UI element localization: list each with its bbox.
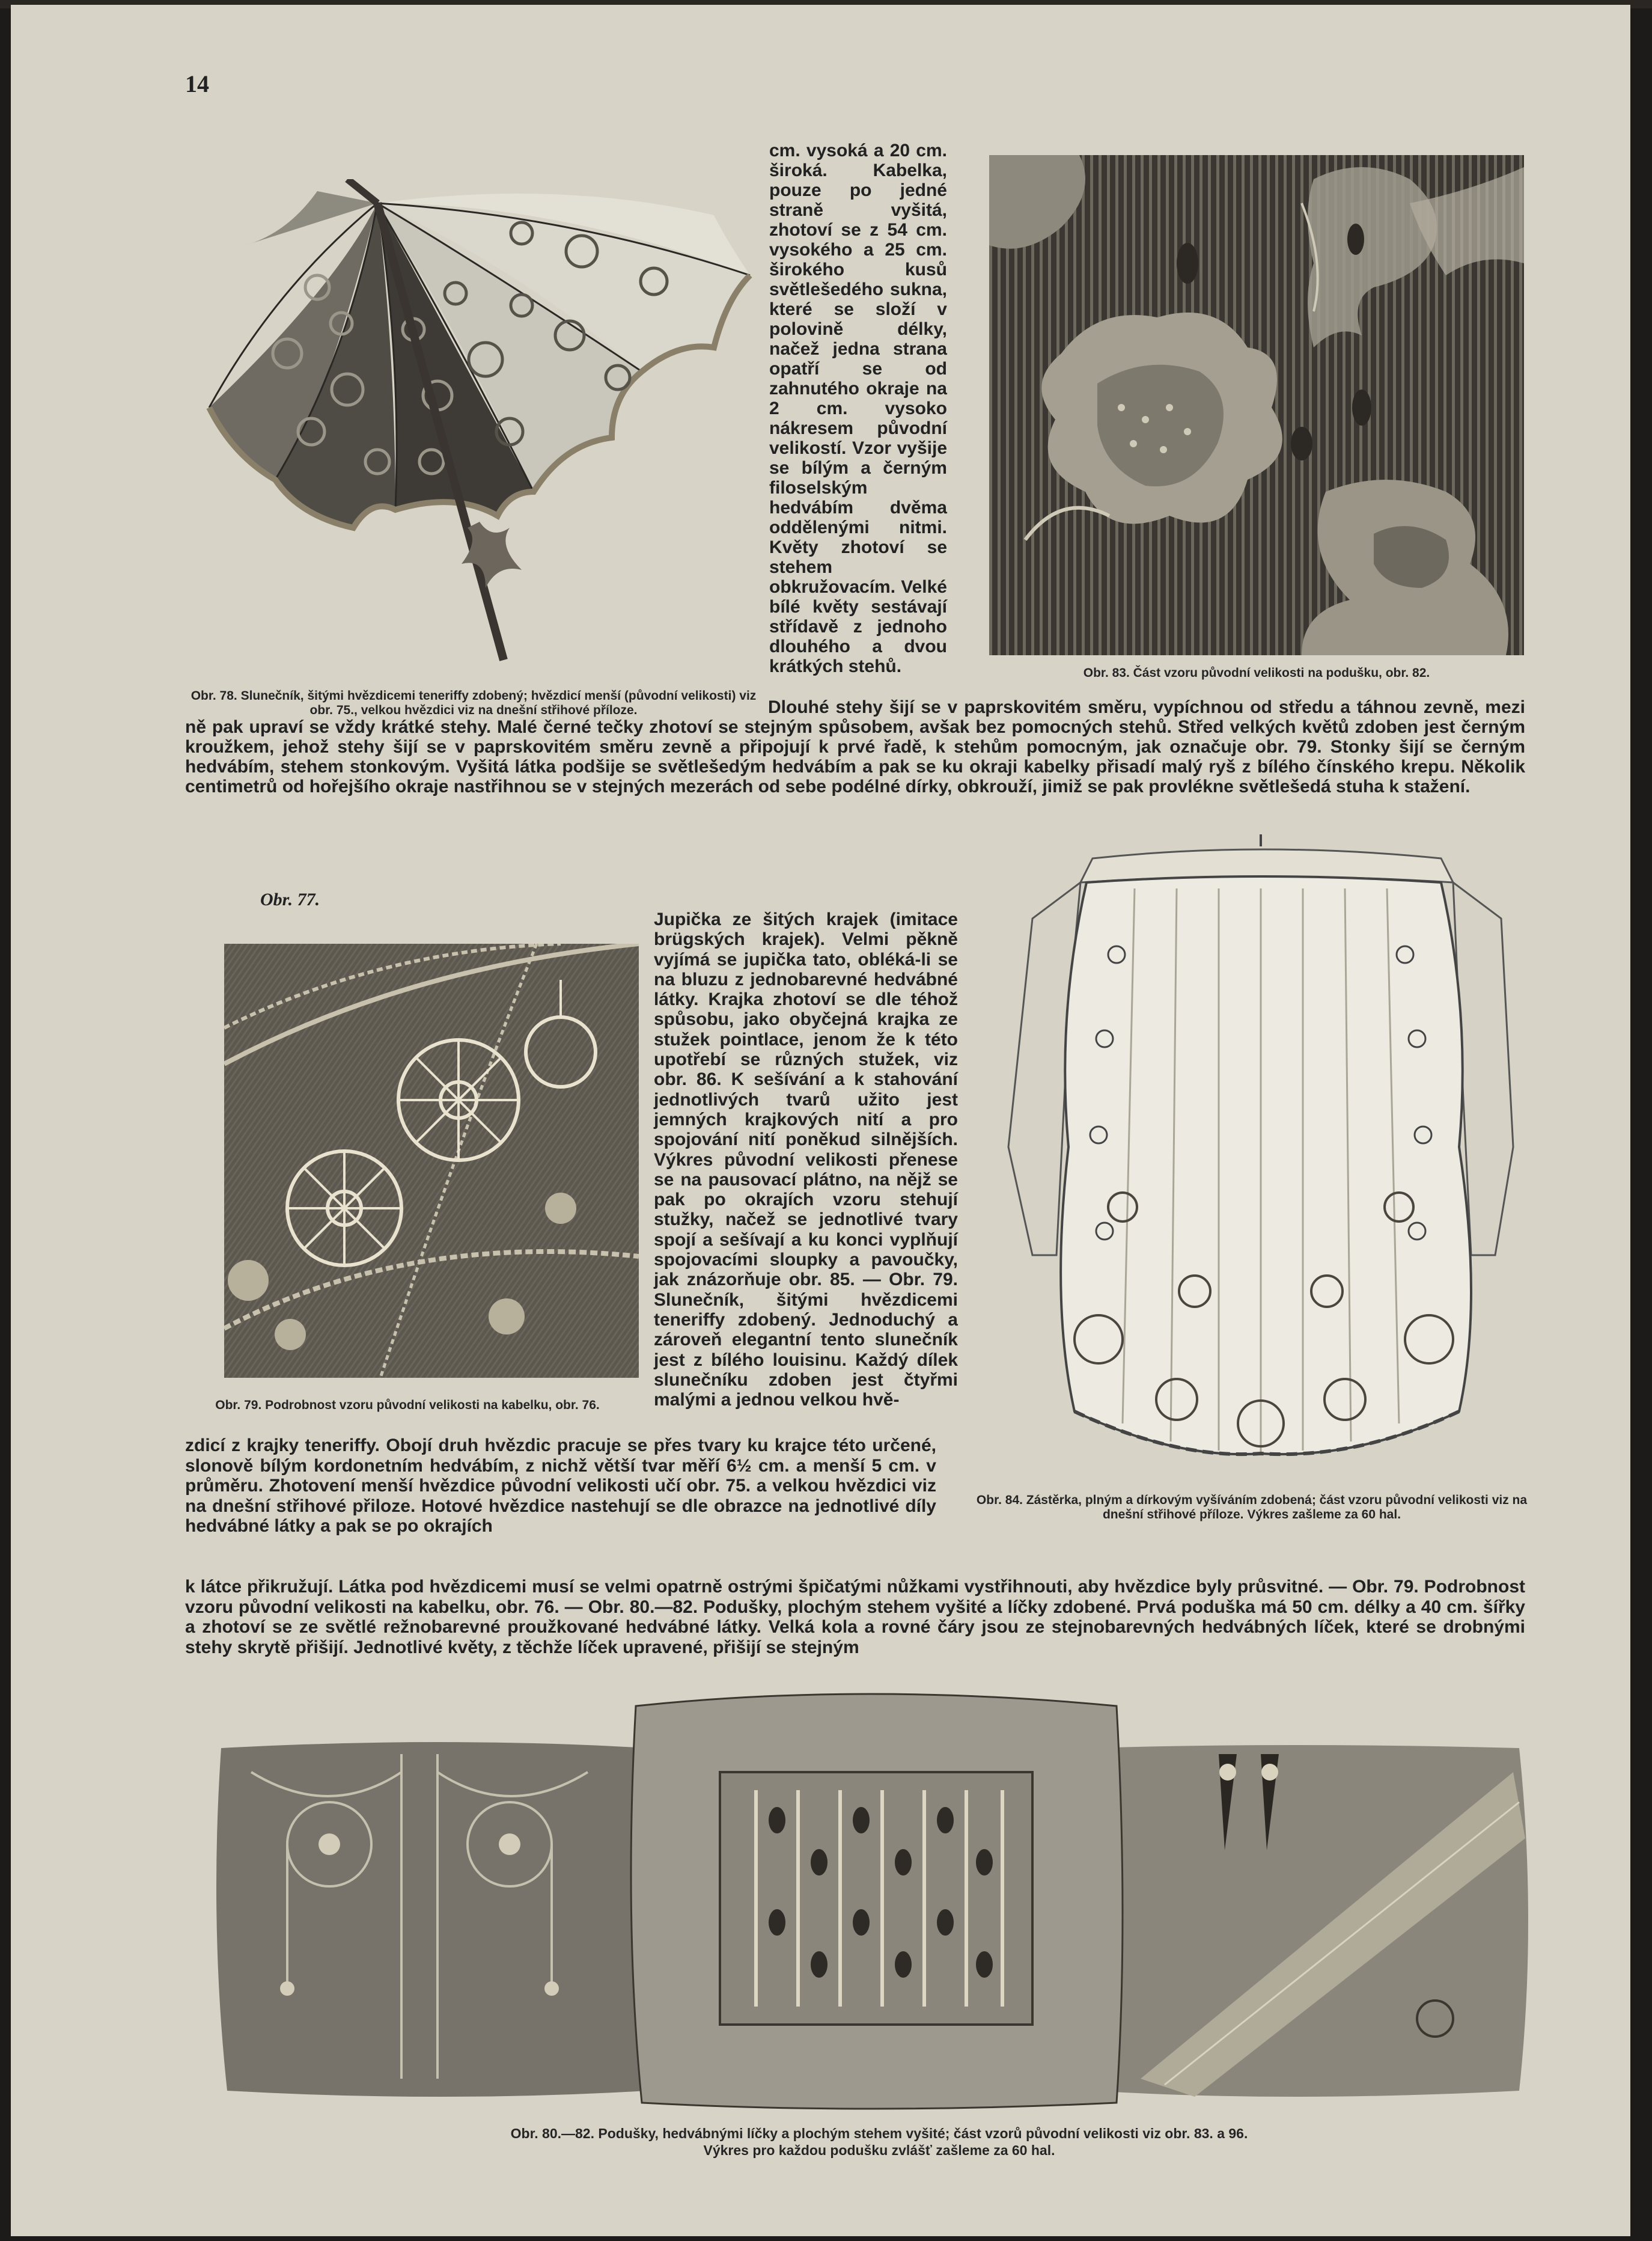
embroidery-figure xyxy=(989,155,1524,655)
caption-obr78: Obr. 78. Slunečník, šitými hvězdicemi teneriffy zdobený; hvězdicí menší (původní velikosti) viz obr. 75., velkou hvězdici viz na dnešní střihové příloze. xyxy=(190,689,757,717)
caption-obr80-82: Obr. 80.—82. Podušky, hedvábnými líčky a plochým stehem vyšité; část vzorů původní velikosti viz obr. 83. a 96. xyxy=(510,2126,1248,2141)
page-sheet xyxy=(11,5,1630,2236)
paragraph-stitch-instructions: Dlouhé stehy šijí se v paprskovitém směru, vypíchnou od středu a táhnou zevně, mezi ně pak upraví se vždy krátké stehy. Malé černé tečky zhotoví se stejným spůsobem, avšak bez pomocných stehů. Střed velkých květů zdoben jest černým kroužkem, jehož stehy šijí se v paprskovitém směru zevně a připojují k prvé řadě, k stehům pomocným, jak označuje obr. 79. Stonky šijí se černým hedvábím, stehem stonkovým. Vyšitá látka podšije se světlešedým hedvábím a pak se ku okraji kabelky přisadí malý ryš z bílého čínského krepu. Několik centimetrů od hořejšího okraje nastřihnou se v stejných mezerách od sebe podélné dírky, obkrouží, jimiž se pak provlékne světlešedá stuha k stažení. xyxy=(185,697,1525,796)
caption-obr84: Obr. 84. Zástěrka, plným a dírkovým vyšíváním zdobená; část vzoru původní velikosti viz na dnešní střihové příloze. Výkres zašleme za 60 hal. xyxy=(976,1493,1528,1521)
apron-illustration-icon xyxy=(996,834,1525,1472)
paragraph-stars: zdicí z krajky teneriffy. Obojí druh hvězdic pracuje se přes tvary ku krajce této určené, slonově bílým kordonetním hedvábím, z nichž větší tvar měří 6½ cm. a menší 5 cm. v průměru. Zhotovení menší hvězdice původní velikosti učí obr. 75. a velkou hvězdici viz na dnešní střihové přiloze. Hotové hvězdice nastehují se dle obrazce na jednotlivé díly hedvábné látky a pak se po okrajích xyxy=(185,1435,936,1536)
caption-obr80-82-price: Výkres pro každou podušku zvlášť zašleme za 60 hal. xyxy=(703,2142,1055,2158)
paragraph-obr77: Jupička ze šitých krajek (imitace brügských krajek). Velmi pěkně vyjímá se jupička tato, obléká-li se na bluzu z jednobarevné hedvábné látky. Krajka zhotoví se dle téhož spůsobu, jako obyčejná krajka ze stužek pointlace, jenom že k této upotřebí se různých stužek, viz obr. 86. K sešívání a k stahování jednotlivých tvarů užito jest jemných krajkových nití a pro spojování nití poněkud silnějších. Výkres původní velikosti přenese se na pausovací plátno, na nějž se pak po okrajích vzoru stehují stužky, načež se jednotlivé tvary spojí a sešívají a ku konci vyplňují spojovacími sloupky a pavoučky, jak znázorňuje obr. 85. — Obr. 79. Slunečník, šitými hvězdicemi teneriffy zdobený. Jednoduchý a zároveň elegantní tento slunečník jest z bílého louisinu. Každý dílek slunečníku zdoben jest čtyřmi malými a jednou velkou hvě- xyxy=(654,910,958,1410)
page-number: 14 xyxy=(185,70,209,97)
apron-figure xyxy=(996,834,1525,1472)
obr77-label: Obr. 77. xyxy=(260,890,320,910)
umbrella-column-text: cm. vysoká a 20 cm. široká. Kabelka, pouze po jedné straně vyšitá, zhotoví se z 54 cm. vysokého a 25 cm. širokého kusů světlešedého sukna, které se složí v polovině délky, načež jedna strana opatří se od zahnutého okraje na 2 cm. vysoko nákresem původní velikostí. Vzor vyšije se bílým a černým filoselským hedvábím dvěma oddělenými nitmi. Květy zhotoví se stehem obkružovacím. Velké bílé květy sestávají střídavě z jednoho dlouhého a dvou krátkých stehů. xyxy=(769,141,947,676)
umbrella-figure xyxy=(197,179,774,672)
pillows-illustration-icon xyxy=(203,1682,1543,2115)
paragraph-obr77-lead xyxy=(260,890,957,910)
pillows-figure xyxy=(203,1682,1543,2115)
paragraph-cushions: k látce přikružují. Látka pod hvězdicemi musí se velmi opatrně ostrými špičatými nůžkami vystřihnouti, aby hvězdice byly průsvitné. — Obr. 79. Podrobnost vzoru původní velikosti na kabelku, obr. 76. — Obr. 80.—82. Podušky, plochým stehem vyšité a líčky zdobené. Prvá poduška má 50 cm. délky a 40 cm. šířky a zhotoví se ze světlé režnobarevné proužkované hedvábné látky. Velká kola a rovné čáry jsou ze stejnobarevných hedvábných líček, které se drobnými stehy skrytě přišijí. Jednotlivé květy, z těchže líček upravené, přišijí se stejným xyxy=(185,1577,1525,1657)
caption-obr83: Obr. 83. Část vzoru původní velikosti na podušku, obr. 82. xyxy=(1083,666,1430,680)
embroidery-photo-icon xyxy=(989,155,1524,655)
bag-detail-figure xyxy=(224,944,639,1378)
bag-detail-photo-icon xyxy=(224,944,639,1378)
umbrella-icon xyxy=(197,179,774,672)
caption-obr79: Obr. 79. Podrobnost vzoru původní velikosti na kabelku, obr. 76. xyxy=(215,1398,600,1412)
